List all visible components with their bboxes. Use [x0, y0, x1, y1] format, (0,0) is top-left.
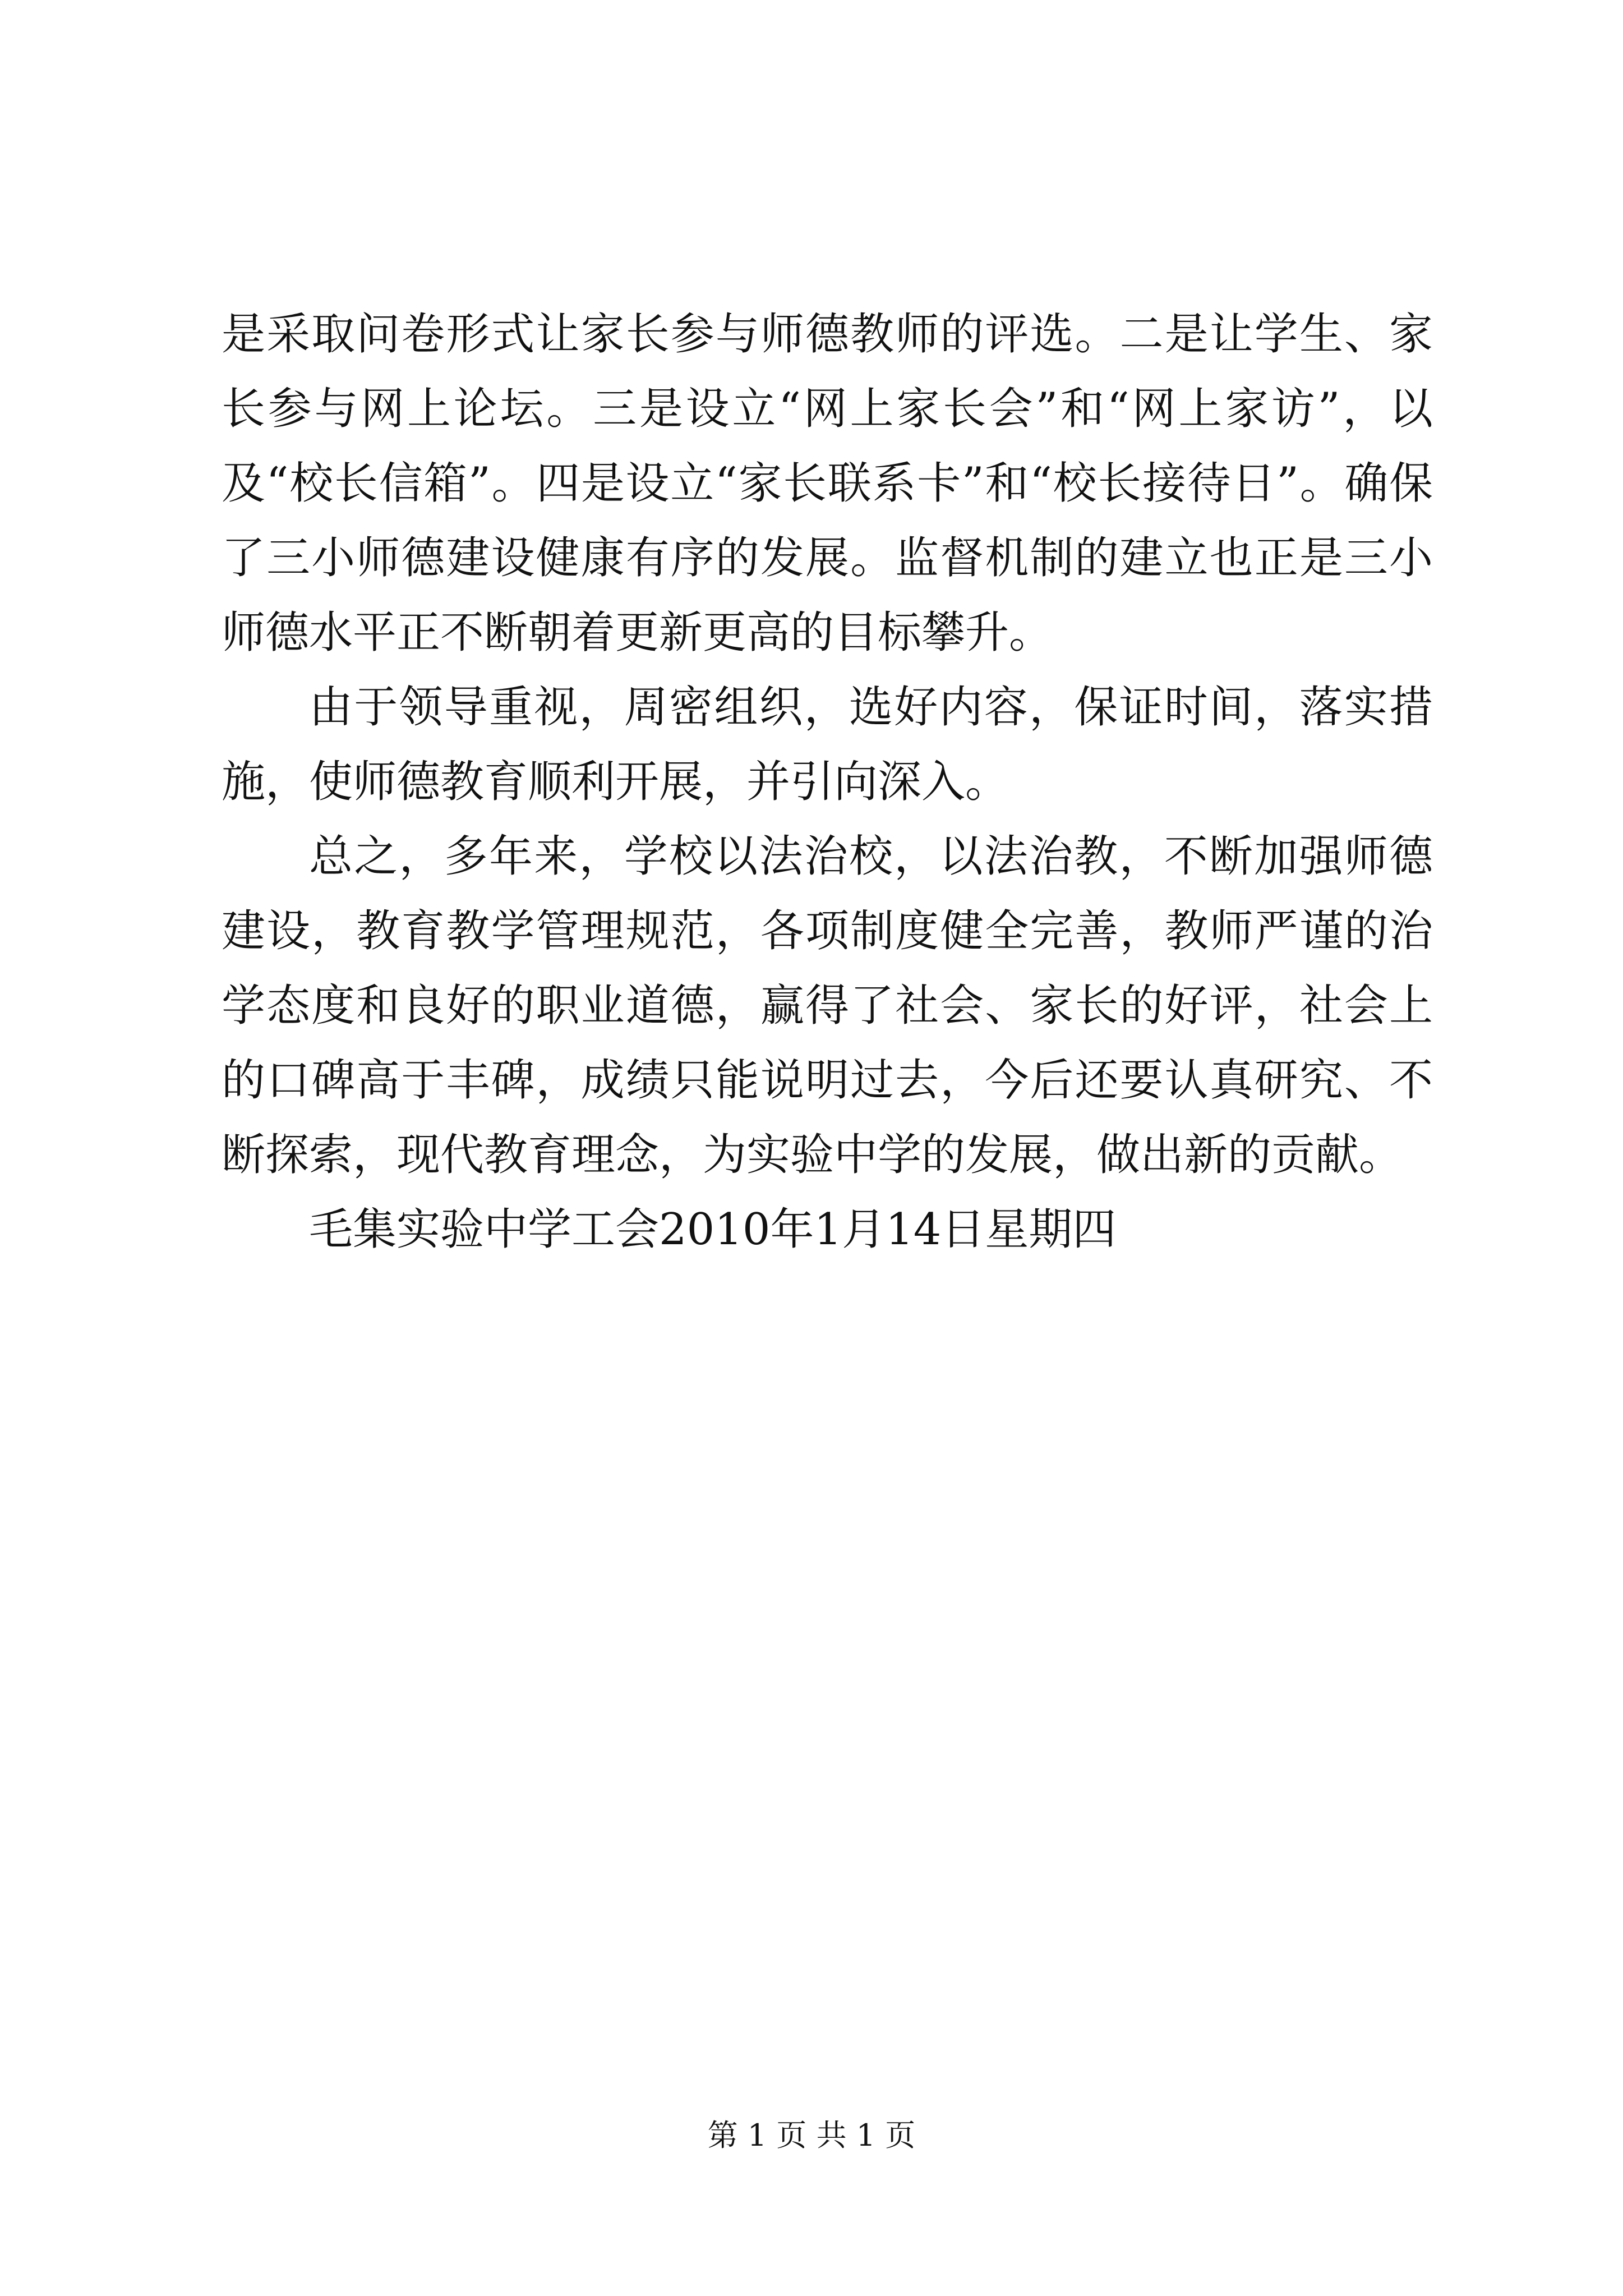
- signature-date-line: 毛集实验中学工会2010年1月14日星期四: [309, 1204, 1117, 1255]
- paragraph-1: 是采取问卷形式让家长参与师德教师的评选。二是让学生、家长参与网上论坛。三是设立“网上家长会”和“网上家访”，以及“校长信箱”。四是设立“家长联系卡”和“校长接待日”。确保了三小师德建设健康有序的发展。监督机制的建立也正是三小师德水平正不断朝着更新更高的目标攀升。: [222, 309, 1433, 658]
- paragraph-2: 由于领导重视，周密组织，选好内容，保证时间，落实措施，使师德教育顺利开展，并引向深入。: [222, 682, 1433, 807]
- page-footer: 第 1 页 共 1 页: [707, 2118, 916, 2153]
- document-body: [222, 297, 1433, 1267]
- paragraph-3: 总之，多年来，学校以法治校，以法治教，不断加强师德建设，教育教学管理规范，各项制度健全完善，教师严谨的治学态度和良好的职业道德，赢得了社会、家长的好评，社会上的口碑高于丰碑，成绩只能说明过去，今后还要认真研究、不断探索，现代教育理念，为实验中学的发展，做出新的贡献。: [222, 831, 1433, 1180]
